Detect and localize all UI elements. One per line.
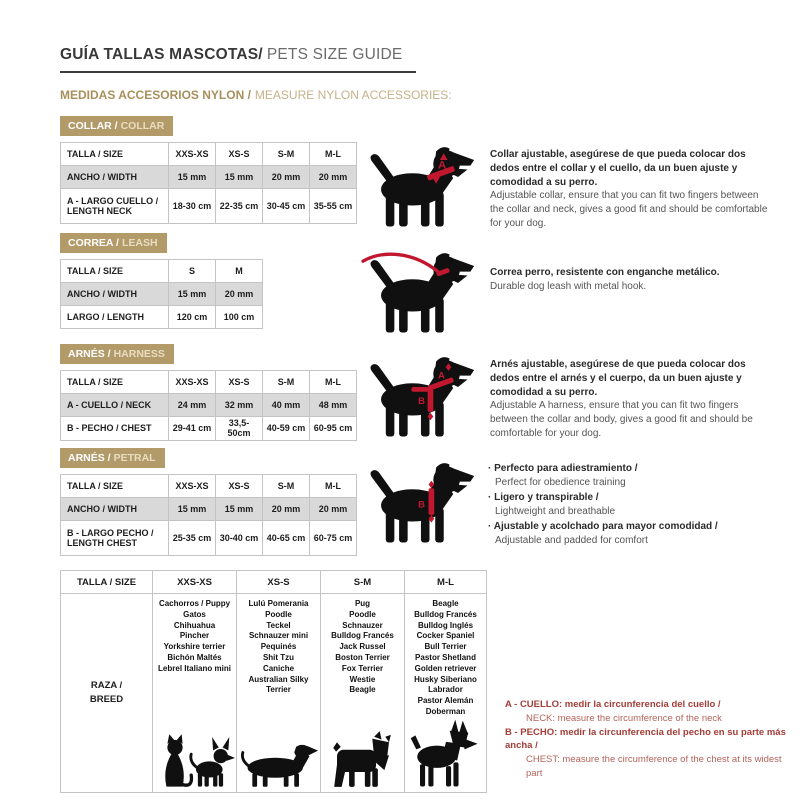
page-title [60, 46, 416, 73]
table-row [61, 143, 357, 166]
row-label: A - LARGO CUELLO / LENGTH NECK [61, 189, 169, 224]
page-title-en: PETS SIZE GUIDE [266, 46, 403, 63]
row-label: ANCHO / WIDTH [61, 498, 169, 521]
petral-size-table [60, 474, 357, 556]
breed-cell-s-m [321, 594, 405, 793]
page-subtitle [60, 88, 452, 102]
column-header: XS-S [216, 475, 263, 498]
collar-desc-en: Adjustable collar, ensure that you can fit two fingers between the collar and neck, gives a good fit and should be comfortable for your dog. [490, 190, 768, 229]
table-cell: 32 mm [216, 394, 263, 417]
svg-text:B: B [418, 499, 425, 511]
table-cell: 20 mm [310, 498, 357, 521]
harness-desc-en: Adjustable A harness, ensure that you can fit two fingers between the collar and body, gives a good fit and should be comfortable for your dog. [490, 400, 753, 439]
leash-description [490, 266, 772, 294]
row-label: A - CUELLO / NECK [61, 394, 169, 417]
column-header: XS-S [216, 143, 263, 166]
leash-badge-en: LEASH [121, 237, 158, 249]
leash-section-badge [60, 233, 167, 253]
table-cell: 60-75 cm [310, 521, 357, 556]
svg-text:A: A [438, 370, 445, 382]
column-header: S-M [263, 475, 310, 498]
column-header: S-M [321, 571, 405, 594]
harness-description [490, 358, 772, 441]
column-header: XXS-XS [169, 371, 216, 394]
table-cell: 30-40 cm [216, 521, 263, 556]
measurement-notes [505, 698, 797, 781]
table-cell: 33,5-50cm [216, 417, 263, 441]
page-subtitle-en: MEASURE NYLON ACCESSORIES: [254, 88, 452, 102]
collar-description [490, 148, 772, 231]
harness-desc-es: Arnés ajustable, asegúrese de que pueda colocar dos dedos entre el arnés y el cuerpo, da un buen ajuste y comodidad a su perro. [490, 359, 746, 398]
table-cell: 15 mm [216, 166, 263, 189]
cat-chihuahua-icon [155, 727, 235, 789]
petral-badge-es: ARNÉS / [68, 452, 111, 464]
page-subtitle-es: MEDIDAS ACCESORIOS NYLON / [60, 88, 251, 102]
column-header: TALLA / SIZE [61, 143, 169, 166]
table-cell: 120 cm [169, 306, 216, 329]
breed-cell-xs-s [237, 594, 321, 793]
table-row [61, 283, 263, 306]
table-cell: 100 cm [216, 306, 263, 329]
breed-list-m-l: Beagle Bulldog Francés Bulldog Inglés Cocker Spaniel Bull Terrier Pastor Shetland Golden retriever Husky Siberiano Labrador Pastor Alemán Doberman [414, 599, 477, 716]
harness-size-table [60, 370, 357, 441]
table-cell: 30-45 cm [263, 189, 310, 224]
row-label: B - LARGO PECHO / LENGTH CHEST [61, 521, 169, 556]
note-a [505, 698, 797, 726]
bullet-en: Adjustable and padded for comfort [495, 534, 648, 546]
table-row [61, 571, 487, 594]
column-header: TALLA / SIZE [61, 571, 153, 594]
table-row [61, 166, 357, 189]
schnauzer-icon [324, 729, 402, 789]
table-cell: 25-35 cm [169, 521, 216, 556]
row-label: B - PECHO / CHEST [61, 417, 169, 441]
note-a-en: NECK: measure the circumference of the neck [526, 712, 722, 724]
list-item [488, 462, 770, 489]
table-row [61, 475, 357, 498]
column-header: XS-S [216, 371, 263, 394]
column-header: TALLA / SIZE [61, 475, 169, 498]
table-cell: 40-65 cm [263, 521, 310, 556]
row-label: ANCHO / WIDTH [61, 283, 169, 306]
table-cell: 15 mm [169, 498, 216, 521]
table-cell: 60-95 cm [310, 417, 357, 441]
petral-section-badge [60, 448, 165, 468]
column-header: XXS-XS [169, 475, 216, 498]
table-cell: 35-55 cm [310, 189, 357, 224]
table-row [61, 260, 263, 283]
harness-badge-en: HARNESS [113, 348, 165, 360]
collar-badge-en: COLLAR [120, 120, 165, 132]
table-cell: 29-41 cm [169, 417, 216, 441]
table-cell: 18-30 cm [169, 189, 216, 224]
leash-desc-es: Correa perro, resistente con enganche metálico. [490, 267, 720, 278]
harness-dog-icon [356, 350, 484, 445]
bullet-es: · Perfecto para adiestramiento / [488, 462, 770, 476]
collar-badge-es: COLLAR / [68, 120, 118, 132]
column-header: M-L [310, 475, 357, 498]
svg-text:B: B [418, 396, 425, 408]
petral-feature-list [488, 462, 770, 549]
table-row [61, 189, 357, 224]
breed-list-xs-s: Lulú Pomerania Poodle Teckel Schnauzer mini Pequinés Shit Tzu Caniche Australian Silky Terrier [248, 599, 309, 695]
column-header: TALLA / SIZE [61, 260, 169, 283]
bullet-es: · Ajustable y acolchado para mayor comodidad / [488, 520, 770, 534]
column-header: S [169, 260, 216, 283]
table-row [61, 498, 357, 521]
column-header: XXS-XS [169, 143, 216, 166]
bullet-es: · Ligero y transpirable / [488, 491, 770, 505]
column-header: M-L [310, 371, 357, 394]
breed-list-xxs-xs: Cachorros / Puppy Gatos Chihuahua Pincher Yorkshire terrier Bichón Maltés Lebrel Italiano mini [158, 599, 231, 673]
list-item [488, 491, 770, 518]
collar-section-badge [60, 116, 173, 136]
table-row [61, 371, 357, 394]
breed-cell-xxs-xs [153, 594, 237, 793]
row-label: RAZA / BREED [61, 594, 153, 793]
doberman-icon [407, 719, 485, 789]
svg-text:A: A [438, 159, 447, 172]
note-b-en: CHEST: measure the circumference of the chest at its widest part [526, 754, 782, 779]
note-b [505, 726, 797, 781]
table-row [61, 521, 357, 556]
table-cell: 20 mm [310, 166, 357, 189]
collar-size-table [60, 142, 357, 224]
table-cell: 20 mm [263, 498, 310, 521]
table-cell: 40-59 cm [263, 417, 310, 441]
leash-badge-es: CORREA / [68, 237, 119, 249]
breed-size-table [60, 570, 487, 793]
table-cell: 20 mm [263, 166, 310, 189]
table-cell: 40 mm [263, 394, 310, 417]
leash-desc-en: Durable dog leash with metal hook. [490, 280, 647, 292]
table-cell: 15 mm [216, 498, 263, 521]
collar-dog-icon [356, 140, 484, 235]
column-header: S-M [263, 143, 310, 166]
leash-size-table [60, 259, 263, 329]
collar-desc-es: Collar ajustable, asegúrese de que pueda colocar dos dedos entre el collar y el cuello, da un buen ajuste y comodidad a su perro. [490, 149, 746, 188]
row-label: LARGO / LENGTH [61, 306, 169, 329]
table-cell: 48 mm [310, 394, 357, 417]
column-header: M-L [405, 571, 487, 594]
column-header: S-M [263, 371, 310, 394]
harness-section-badge [60, 344, 174, 364]
list-item [488, 520, 770, 547]
bullet-en: Perfect for obedience training [495, 476, 626, 488]
table-row [61, 417, 357, 441]
column-header: M-L [310, 143, 357, 166]
table-cell: 15 mm [169, 166, 216, 189]
table-row [61, 394, 357, 417]
harness-badge-es: ARNÉS / [68, 348, 111, 360]
column-header: TALLA / SIZE [61, 371, 169, 394]
dachshund-icon [239, 735, 319, 789]
row-label: ANCHO / WIDTH [61, 166, 169, 189]
table-cell: 15 mm [169, 283, 216, 306]
table-row [61, 594, 487, 793]
note-b-es: B - PECHO: medir la circunferencia del pecho en su parte más ancha / [505, 726, 786, 752]
column-header: XXS-XS [153, 571, 237, 594]
table-cell: 20 mm [216, 283, 263, 306]
table-row [61, 306, 263, 329]
leash-dog-icon [356, 246, 484, 341]
petral-badge-en: PETRAL [113, 452, 156, 464]
table-cell: 24 mm [169, 394, 216, 417]
column-header: XS-S [237, 571, 321, 594]
note-a-es: A - CUELLO: medir la circunferencia del cuello / [505, 699, 721, 710]
petral-dog-icon [356, 456, 484, 551]
column-header: M [216, 260, 263, 283]
page-title-es: GUÍA TALLAS MASCOTAS/ [60, 46, 263, 63]
table-cell: 22-35 cm [216, 189, 263, 224]
breed-cell-m-l [405, 594, 487, 793]
breed-list-s-m: Pug Poodle Schnauzer Bulldog Francés Jack Russel Boston Terrier Fox Terrier Westie Beagle [331, 599, 394, 695]
bullet-en: Lightweight and breathable [495, 505, 616, 517]
